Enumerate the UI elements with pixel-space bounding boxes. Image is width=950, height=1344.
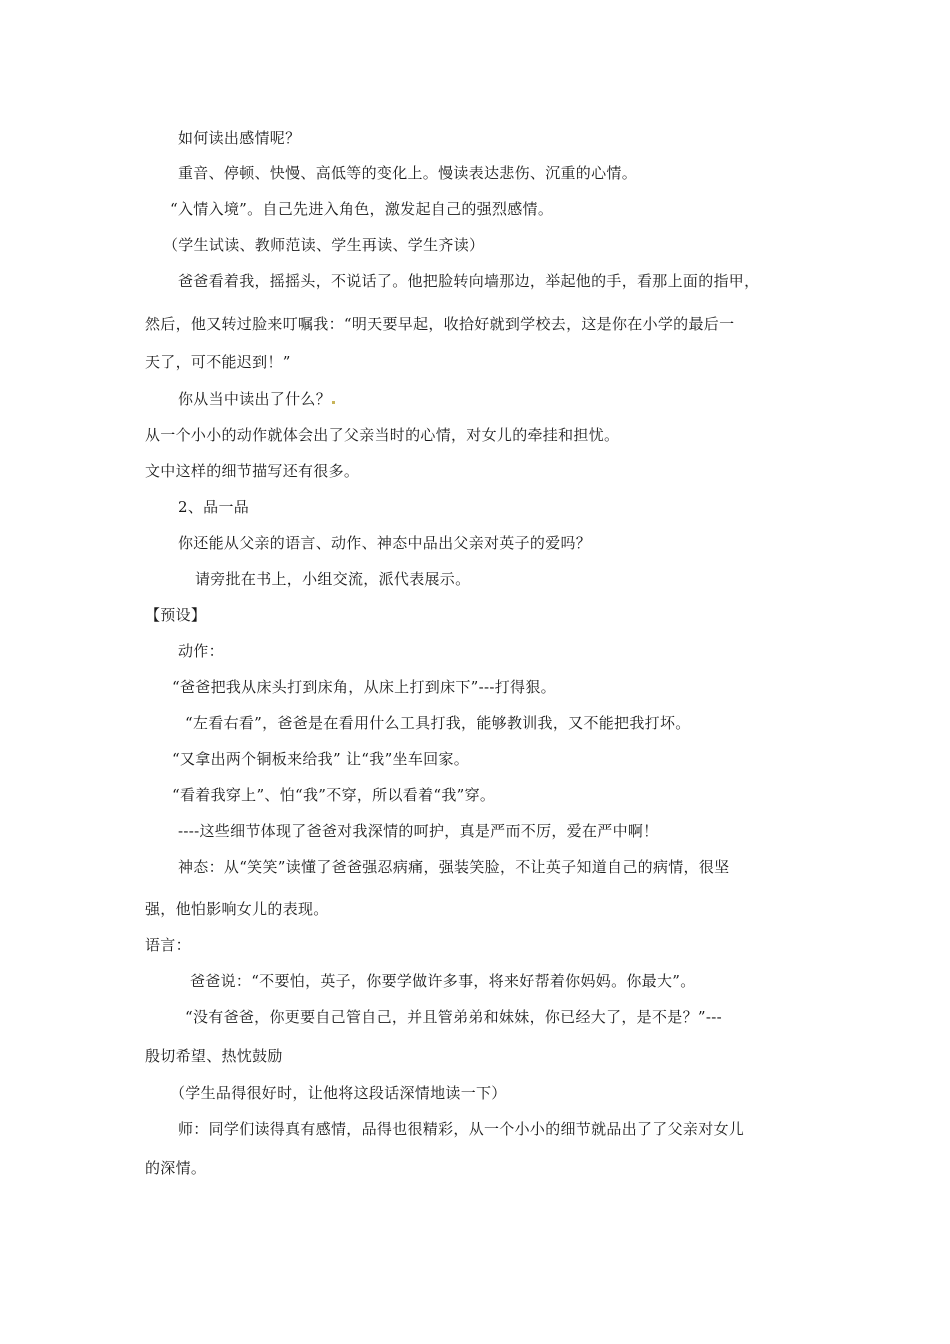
text-line xyxy=(178,389,335,409)
text-line: 文中这样的细节描写还有很多。 xyxy=(145,462,360,480)
text-line: 天了，可不能迟到！” xyxy=(145,353,291,371)
text-line: （学生品得很好时，让他将这段话深情地读一下） xyxy=(170,1084,507,1102)
text-line: 重音、停顿、快慢、高低等的变化上。慢读表达悲伤、沉重的心情。 xyxy=(178,164,638,182)
subheading-language: 语言： xyxy=(145,936,191,954)
text-line: 强，他怕影响女儿的表现。 xyxy=(145,900,329,918)
preset-heading: 【预设】 xyxy=(145,606,207,624)
section-heading: 2、品一品 xyxy=(178,498,250,516)
text-line: 爸爸说：“不要怕，英子，你要学做许多事，将来好帮着你妈妈。你最大”。 xyxy=(190,972,696,990)
text-line: “爸爸把我从床头打到床角，从床上打到床下”---打得狠。 xyxy=(172,678,556,696)
text-line: “入情入境”。自己先进入角色，激发起自己的强烈感情。 xyxy=(170,200,554,218)
text-line: “看着我穿上”、怕“我”不穿，所以看着“我”穿。 xyxy=(172,786,496,804)
text-line: 殷切希望、热忱鼓励 xyxy=(145,1047,283,1065)
text-line: “又拿出两个铜板来给我” 让“我”坐车回家。 xyxy=(172,750,470,768)
text-line: ----这些细节体现了爸爸对我深情的呵护，真是严而不厉，爱在严中啊！ xyxy=(178,822,659,840)
text-line-content: 你从当中读出了什么？ xyxy=(178,390,332,408)
text-line: “没有爸爸，你更要自己管自己，并且管弟弟和妹妹，你已经大了，是不是？”--- xyxy=(185,1008,722,1026)
subheading-action: 动作： xyxy=(178,642,224,660)
text-line: “左看右看”，爸爸是在看用什么工具打我，能够教训我，又不能把我打坏。 xyxy=(185,714,691,732)
text-line: 然后，他又转过脸来叮嘱我：“明天要早起，收拾好就到学校去，这是你在小学的最后一 xyxy=(145,315,735,333)
text-line: 请旁批在书上，小组交流，派代表展示。 xyxy=(195,570,471,588)
text-line: 的深情。 xyxy=(145,1159,207,1177)
text-line: （学生试读、教师范读、学生再读、学生齐读） xyxy=(163,236,485,254)
text-line: 从一个小小的动作就体会出了父亲当时的心情，对女儿的牵挂和担忧。 xyxy=(145,426,620,444)
text-line: 如何读出感情呢？ xyxy=(178,129,301,147)
text-line: 神态：从“笑笑”读懂了爸爸强忍病痛，强装笑脸，不让英子知道自己的病情，很坚 xyxy=(178,858,730,876)
text-line: 你还能从父亲的语言、动作、神态中品出父亲对英子的爱吗？ xyxy=(178,534,592,552)
text-line: 爸爸看着我，摇摇头，不说话了。他把脸转向墙那边，举起他的手，看那上面的指甲， xyxy=(178,272,760,290)
ink-mark xyxy=(332,401,335,404)
text-line: 师：同学们读得真有感情，品得也很精彩，从一个小小的细节就品出了了父亲对女儿 xyxy=(178,1120,745,1138)
